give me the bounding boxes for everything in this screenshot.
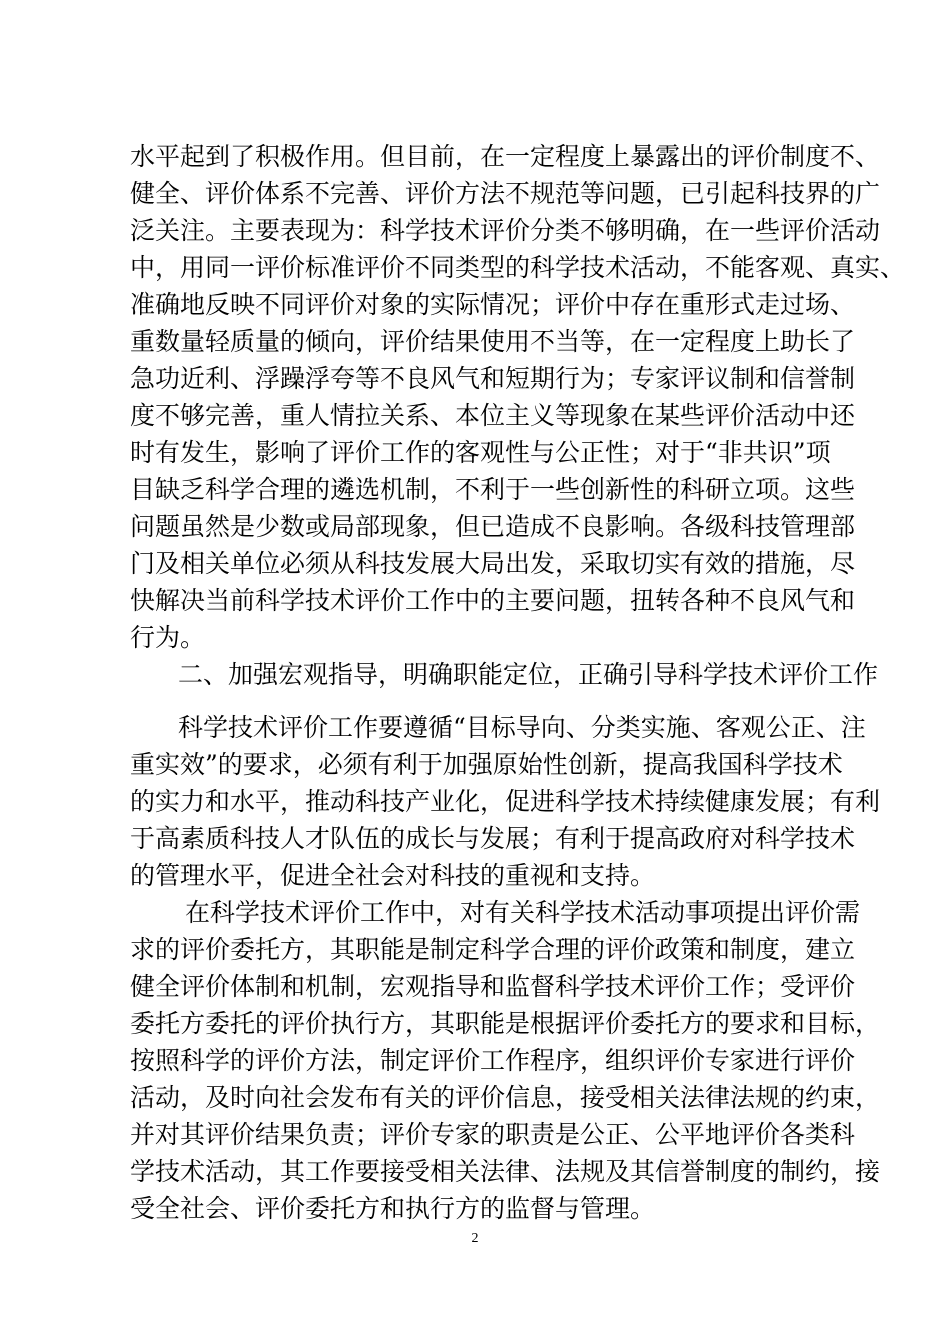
paragraph-line: 按照科学的评价方法，制定评价工作程序，组织评价专家进行评价 bbox=[130, 1046, 856, 1075]
paragraph-line: 目缺乏科学合理的遴选机制，不利于一些创新性的科研立项。这些 bbox=[130, 475, 856, 504]
paragraph-line: 并对其评价结果负责；评价专家的职责是公正、公平地评价各类科 bbox=[130, 1120, 856, 1149]
paragraph-line: 时有发生，影响了评价工作的客观性与公正性；对于“非共识”项 bbox=[130, 438, 831, 467]
page-number: 2 bbox=[471, 1231, 479, 1246]
paragraph-line: 重数量轻质量的倾向，评价结果使用不当等，在一定程度上助长了 bbox=[130, 327, 856, 356]
paragraph-line: 学技术活动，其工作要接受相关法律、法规及其信誉制度的制约，接 bbox=[130, 1157, 881, 1186]
paragraph-line: 的管理水平，促进全社会对科技的重视和支持。 bbox=[130, 861, 656, 890]
paragraph-line: 科学技术评价工作要遵循“目标导向、分类实施、客观公正、注 bbox=[178, 713, 866, 742]
paragraph-line: 水平起到了积极作用。但目前，在一定程度上暴露出的评价制度不、 bbox=[130, 142, 881, 171]
paragraph-line: 委托方委托的评价执行方，其职能是根据评价委托方的要求和目标， bbox=[130, 1009, 881, 1038]
paragraph-line: 行为。 bbox=[130, 623, 206, 652]
paragraph-line: 的实力和水平，推动科技产业化，促进科学技术持续健康发展；有利 bbox=[130, 787, 881, 816]
paragraph-line: 重实效”的要求，必须有利于加强原始性创新，提高我国科学技术 bbox=[130, 750, 843, 779]
paragraph-line: 健全评价体制和机制，宏观指导和监督科学技术评价工作；受评价 bbox=[130, 972, 856, 1001]
paragraph-line: 活动，及时向社会发布有关的评价信息，接受相关法律法规的约束， bbox=[130, 1083, 881, 1112]
paragraph-line: 急功近利、浮躁浮夸等不良风气和短期行为；专家评议制和信誉制 bbox=[130, 364, 856, 393]
paragraph-line: 问题虽然是少数或局部现象，但已造成不良影响。各级科技管理部 bbox=[130, 512, 856, 541]
paragraph-line: 中，用同一评价标准评价不同类型的科学技术活动，不能客观、真实、 bbox=[130, 253, 906, 282]
section-heading: 二、加强宏观指导，明确职能定位，正确引导科学技术评价工作 bbox=[178, 660, 879, 689]
paragraph-line: 泛关注。主要表现为：科学技术评价分类不够明确，在一些评价活动 bbox=[130, 216, 881, 245]
paragraph-line: 于高素质科技人才队伍的成长与发展；有利于提高政府对科学技术 bbox=[130, 824, 856, 853]
paragraph-line: 求的评价委托方，其职能是制定科学合理的评价政策和制度，建立 bbox=[130, 935, 856, 964]
paragraph-line: 门及相关单位必须从科技发展大局出发，采取切实有效的措施，尽 bbox=[130, 549, 856, 578]
paragraph-line: 受全社会、评价委托方和执行方的监督与管理。 bbox=[130, 1194, 656, 1223]
paragraph-line: 度不够完善，重人情拉关系、本位主义等现象在某些评价活动中还 bbox=[130, 401, 856, 430]
paragraph-line: 快解决当前科学技术评价工作中的主要问题，扭转各种不良风气和 bbox=[130, 586, 856, 615]
paragraph-line: 健全、评价体系不完善、评价方法不规范等问题，已引起科技界的广 bbox=[130, 179, 881, 208]
paragraph-line: 准确地反映不同评价对象的实际情况；评价中存在重形式走过场、 bbox=[130, 290, 856, 319]
paragraph-line: 在科学技术评价工作中，对有关科学技术活动事项提出评价需 bbox=[185, 898, 861, 927]
